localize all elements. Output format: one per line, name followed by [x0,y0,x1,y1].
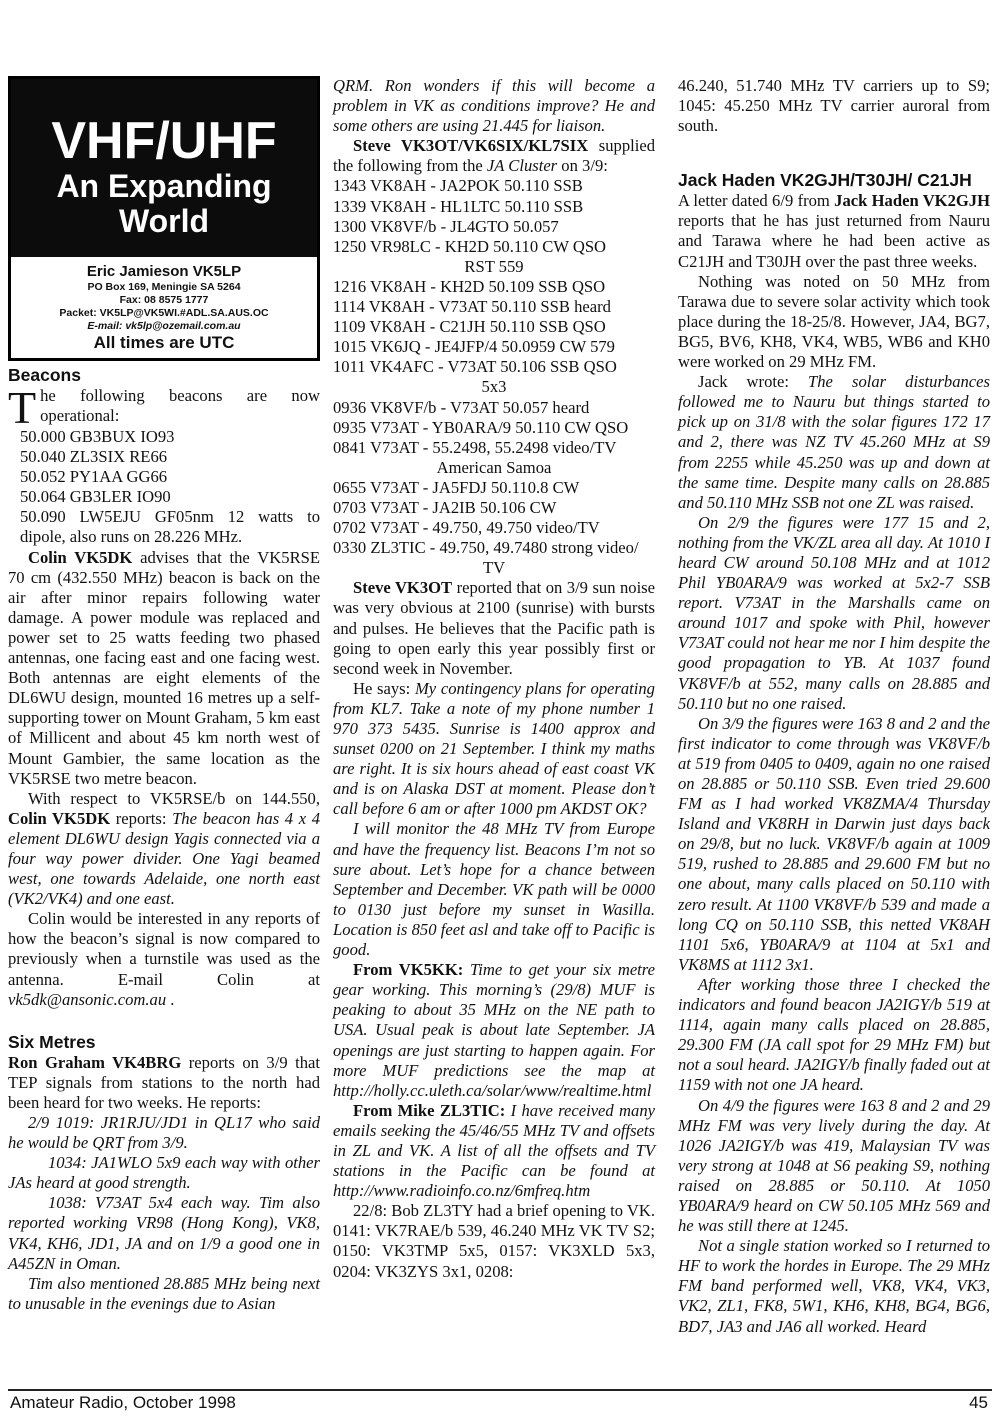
person-name: Jack Haden VK2GJH [834,191,990,211]
title-sub-1: An Expanding [56,168,272,204]
title-box [8,76,320,361]
six-metres-heading: Six Metres [8,1031,96,1052]
person-name: Colin VK5DK [8,808,111,828]
column-2 [333,76,655,1282]
list-item: 1250 VR98LC - KH2D 50.110 CW QSO [333,236,607,256]
email-link[interactable]: vk5dk@ansonic.com.au [8,989,167,1009]
list-item: 50.040 ZL3SIX RE66 [20,447,168,467]
jack-paragraph-7: On 4/9 the figures were 163 8 and 2 and 29 MHz FM was very lively during the day. At 1026 JA2IGY/b was 419, Malaysian TV was very strong at 1048 at S6 peaking S9, nothing raised on 28.885 or 50.110. At 1050 YB0ARA/9 heard on CW 50.105 MHz 569 and he was still there at 1245. [678,1095,990,1236]
author-name: Eric Jamieson VK5LP [86,263,242,280]
quote-text: The beacon has 4 x 4 element DL6WU design Yagis connected via a four way power divider. One Yagi beamed west, one towards Adelaide, one north east (VK2/VK4) and one east. [8,808,321,909]
ron-paragraph [8,1053,320,1113]
person-name: Ron Graham VK4BRG [8,1052,182,1072]
qrm-paragraph: QRM. Ron wonders if this will become a problem in VK as conditions improve? He and some others are using 21.445 for liaison. [333,76,655,136]
list-item: 50.052 PY1AA GG66 [20,467,168,487]
list-item: 0936 VK8VF/b - V73AT 50.057 heard [333,397,590,417]
paragraph-text: Jack wrote: [698,372,809,392]
beacons-intro [8,382,320,433]
drop-cap: T [8,382,37,433]
list-item: 1216 VK8AH - KH2D 50.109 SSB QSO [333,276,606,296]
list-item: 1339 VK8AH - HL1LTC 50.110 SSB [333,196,584,216]
person-name: Steve VK3OT [353,578,453,598]
list-item: 1300 VK8VF/b - JL4GTO 50.057 [333,216,559,236]
paragraph-text: A letter dated 6/9 from [678,191,835,211]
jack-paragraph-3 [678,372,990,513]
paragraph-text: Colin would be interested in any reports of how the beacon’s signal is now compared to previously when a turnstile was used as the antenna. E-mail Colin at [8,909,320,989]
bob-paragraph: 22/8: Bob ZL3TY had a brief opening to VK. 0141: VK7RAE/b 539, 46.240 MHz VK TV S2; 0150: VK3TMP 5x5, 0157: VK3XLD 5x3, 0204: VK3ZYS 3x1, 0208: [333,1201,655,1281]
steve-cluster-paragraph [333,136,655,176]
list-item: 0703 V73AT - JA2IB 50.106 CW [333,497,557,517]
paragraph-text: He says: [353,678,415,698]
vk5kk-paragraph [333,960,655,1101]
beacon-list [8,427,320,507]
list-item: TV [482,558,506,578]
paragraph-text: reports: [110,808,173,828]
jack-paragraph-8: Not a single station worked so I returned to HF to work the hordes in Europe. The 29 MHz FM band performed well, VK8, VK4, VK3, VK2, ZL1, FK8, 5W1, KH6, KH8, BG4, BG6, BD7, JA3 and JA6 all worked. Heard [678,1236,990,1336]
list-item: 0841 V73AT - 55.2498, 55.2498 video/TV [333,437,617,457]
list-item: RST 559 [464,256,524,276]
column-1 [8,76,320,1314]
title-sub-2: World [118,203,210,239]
footer-publication: Amateur Radio, October 1998 [10,1393,236,1412]
ron-item-4: Tim also mentioned 28.885 MHz being next to unusable in the evenings due to Asian [8,1273,320,1313]
list-item: 1109 VK8AH - C21JH 50.110 SSB QSO [333,317,606,337]
jack-paragraph-4: On 2/9 the figures were 177 15 and 2, nothing from the VK/ZL area all day. At 1010 I heard CW around 50.108 MHz and at 1012 Phil YB0ARA/9 was worked at 5x2-7 SSB report. V73AT in the Marshalls came on around 1017 and spoke with Phil, however V73AT could not hear me nor I him despite the good propagation to YB. At 1037 found VK8VF/b at 552, many calls on 28.885 and 50.110 but no one raised. [678,512,990,713]
list-item: 50.064 GB3LER IO90 [20,487,171,507]
paragraph-text: on 3/9: [557,156,608,176]
monitor-paragraph: I will monitor the 48 MHz TV from Europe and have the frequency list. Beacons I’m not so sure about. Let’s hope for a chance between September and December. VK path will be 0000 to 0130 just before my sunset in Wasilla. Location is 850 feet asl and take off to Pacific is good. [333,819,655,960]
page-number: 45 [969,1393,988,1412]
title-main: VHF/UHF [51,112,277,170]
jack-heading: Jack Haden VK2GJH/T30JH/ C21JH [678,170,972,191]
quote-text: My contingency plans for operating from KL7. Take a note of my phone number 1 970 373 5435. Sunrise is 1400 approx and sunset 0200 on 21 September. I think my maths are right. It is six hours ahead of east coast VK and is on Alaska DST at moment. Please don’t call before 6 am or after 1000 pm AKDST OK? [333,678,655,819]
person-name: Steve VK3OT/VK6SIX/KL7SIX [353,136,589,156]
list-item: 1011 VK4AFC - V73AT 50.106 SSB QSO [333,357,617,377]
list-item: 0655 V73AT - JA5FDJ 50.110.8 CW [333,477,580,497]
list-item: 1114 VK8AH - V73AT 50.110 SSB heard [333,297,611,317]
author-email: E-mail: vk5lp@ozemail.com.au [87,320,241,332]
person-name: From Mike ZL3TIC: [353,1100,506,1120]
author-packet: Packet: VK5LP@VK5WI.#ADL.SA.AUS.OC [59,307,269,319]
jack-paragraph-2: Nothing was noted on 50 MHz from Tarawa due to severe solar activity which took place during the 18-25/8. However, JA4, BG7, BG5, BV6, KH8, VK4, WB5, WB6 and KH0 were worked on 29 MHz FM. [678,271,990,372]
person-name: From VK5KK: [353,960,464,980]
list-item: 5x3 [481,377,507,397]
quote-text: The solar disturbances followed me to Nauru but things started to pick up on 31/8 with the solar figures 172 17 and 2, there was NZ TV 45.260 MHz at S9 from 2255 while 45.250 was up and down at the same time. Despite many calls on 28.885 and 50.110 MHz SSB not one ZL was raised. [678,372,990,512]
beacons-intro-text: he following beacons are now operational: [40,386,320,426]
continued-paragraph: 46.240, 51.740 MHz TV carriers up to S9; 1045: 45.250 MHz TV carrier auroral from south. [678,76,990,136]
list-item: 0935 V73AT - YB0ARA/9 50.110 CW QSO [333,417,629,437]
list-item: 0702 V73AT - 49.750, 49.750 video/TV [333,518,600,538]
paragraph-text: reports that he has just returned from Nauru and Tarawa where he had been active as C21JH and T30JH over the past three weeks. [678,211,990,271]
quote-text: I have received many emails seeking the 45/46/55 MHz TV and offsets in ZL and VK. A list of all the offsets and TV stations in the Pacific can be found at http://www.radioinfo.co.nz/6mfreq.htm [333,1100,655,1201]
jack-paragraph-1 [678,191,990,271]
mike-paragraph [333,1101,655,1201]
says-paragraph [333,679,655,820]
paragraph-text: reported that on 3/9 sun noise was very obvious at 2100 (sunrise) with bursts and pulses. He believes that the Pacific path is going to open early this year possibly first or second week in November. [333,578,655,678]
person-name: Colin VK5DK [28,547,133,567]
cluster-spots-list [333,176,655,578]
colin-paragraph-1 [8,548,320,789]
steve-sun-paragraph [333,578,655,678]
colin-paragraph-2 [8,789,320,910]
jack-paragraph-6: After working those three I checked the indicators and found beacon JA2IGY/b 519 at 1114, again many calls placed on 28.885, 29.300 FM (JA call spot for 29 MHz FM) but not a soul heard. JA2IGY/b finally faded out at 1159 with not one JA heard. [678,974,990,1095]
title-banner [11,79,317,257]
paragraph-text: advises that the VK5RSE 70 cm (432.550 MHz) beacon is back on the air after minor repairs following water damage. A power module was replaced and power set to 25 watts feeding two phased antennas, one facing east and one facing west. Both antennas are eight elements of the DL6WU design, mounted 16 metres up a self-supporting tower on Mount Graham, 5 km east of Millicent and about 45 km north west of Mount Gambier, the same location as the VK5RSE two metre beacon. [8,547,320,788]
list-item: 0330 ZL3TIC - 49.750, 49.7480 strong video/ [333,538,639,558]
paragraph-text: . [166,989,175,1009]
ron-item-1: 2/9 1019: JR1RJU/JD1 in QL17 who said he would be QRT from 3/9. [8,1113,320,1153]
column-3 [678,76,990,1337]
beacons-heading: Beacons [8,365,81,385]
author-fax: Fax: 08 8575 1777 [119,294,209,306]
ron-item-3: 1038: V73AT 5x4 each way. Tim also reported working VR98 (Hong Kong), VK8, VK4, KH6, JD1, JA and on 1/9 a good one in A45ZN in Oman. [8,1193,320,1273]
beacon-last: 50.090 LW5EJU GF05nm 12 watts to dipole, also runs on 28.226 MHz. [20,507,320,547]
author-times-note: All times are UTC [93,333,235,352]
quote-text: Time to get your six metre gear working. This morning’s (29/8) MUF is peaking to about 35 MHz on the NE path to USA. Usual peak is about late September. JA openings are just starting to happen again. For more MUF predictions see the map at http://holly.cc.uleth.ca/solar/www/realtime.html [333,960,655,1100]
list-item: 1015 VK6JQ - JE4JFP/4 50.0959 CW 579 [333,337,615,357]
list-item: American Samoa [436,457,552,477]
footer-rule [8,1389,992,1391]
cluster-name: JA Cluster [486,156,558,176]
paragraph-text: supplied the following from the [333,136,655,176]
list-item: 50.000 GB3BUX IO93 [20,427,175,446]
list-item: 1343 VK8AH - JA2POK 50.110 SSB [333,176,583,196]
jack-paragraph-5: On 3/9 the figures were 163 8 and 2 and the first indicator to come through was VK8VF/b at 519 from 0405 to 0409, again no one raised on 28.885 or 50.110 SSB. Even tried 29.600 FM as I had worked VK8ZMA/4 Thursday Island and VK8RH in Darwin just days back on 29/8, but no luck. VK8VF/b again at 1009 519, rushed to 28.885 and 29.600 FM but no one about, many calls placed on 50.110 with zero result. At 1100 VK8VF/b 539 and made a long CQ on 50.110 SSB, this netted VK8AH 1101 5x6, YB0ARA/9 at 1104 at 5x1 and VK8MS at 1112 3x1. [678,713,990,974]
author-address: PO Box 169, Meningie SA 5264 [87,281,241,293]
paragraph-text: With respect to VK5RSE/b on 144.550, [28,788,320,808]
colin-paragraph-3 [8,909,320,1009]
paragraph-text: reports on 3/9 that TEP signals from stations to the north had been heard for two weeks. He reports: [8,1052,320,1112]
author-box [11,257,317,358]
ron-item-2: 1034: JA1WLO 5x9 each way with other JAs heard at good strength. [8,1153,320,1193]
